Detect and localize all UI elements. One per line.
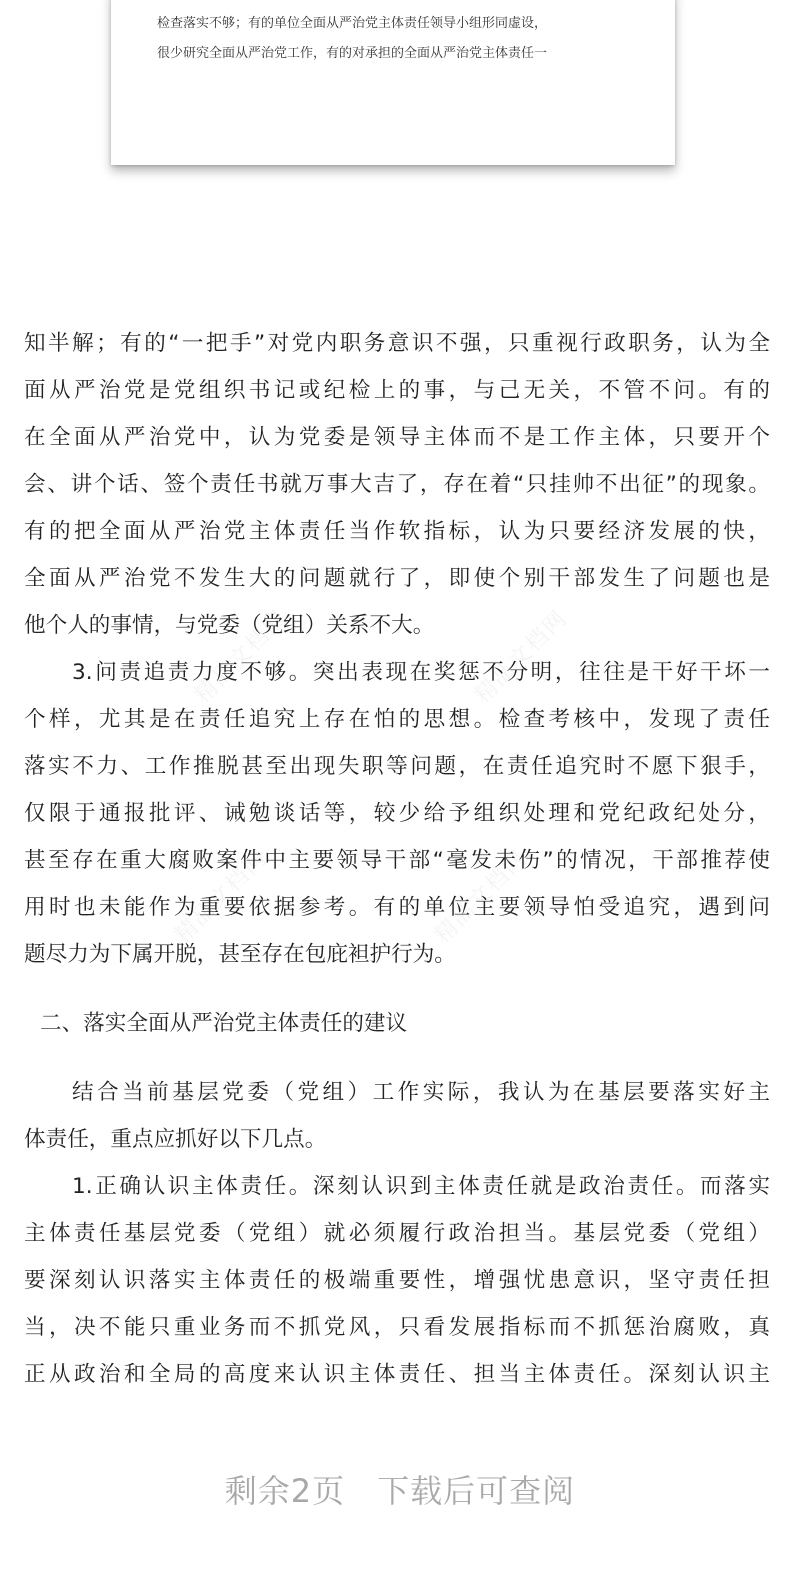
- text-line: 他个人的事情，与党委（党组）关系不大。: [24, 613, 435, 638]
- text-line: 用时也未能作为重要依据参考。有的单位主要领导怕受追究，遇到问: [24, 895, 770, 920]
- preview-line: 很少研究全面从严治党工作，有的对承担的全面从严治党主体责任一: [157, 46, 548, 61]
- paragraph: [24, 320, 770, 649]
- watermark: 精品文档网: [170, 845, 273, 949]
- text-line: 体责任，重点应抓好以下几点。: [24, 1127, 327, 1152]
- paragraph: [24, 1163, 770, 1398]
- paragraph: [24, 649, 770, 978]
- text-line: 仅限于通报批评、诫勉谈话等，较少给予组织处理和党纪政纪处分，: [24, 801, 770, 826]
- text-line: 结合当前基层党委（党组）工作实际，我认为在基层要落实好主: [72, 1080, 770, 1105]
- paragraph: [24, 1069, 770, 1163]
- text-line: 会、讲个话、签个责任书就万事大吉了，存在着“只挂帅不出征”的现象。: [24, 472, 770, 497]
- text-line: 题尽力为下属开脱，甚至存在包庇袒护行为。: [24, 942, 456, 967]
- document-body: [24, 320, 770, 1398]
- watermark: 精品文档网: [190, 605, 293, 709]
- text-line: 有的把全面从严治党主体责任当作软指标，认为只要经济发展的快，: [24, 519, 770, 544]
- download-prompt[interactable]: [0, 1466, 800, 1512]
- text-line: 当，决不能只重业务而不抓党风，只看发展指标而不抓惩治腐败，真: [24, 1315, 770, 1340]
- text-line: 个样，尤其是在责任追究上存在怕的思想。检查考核中，发现了责任: [24, 707, 770, 732]
- text-line: 主体责任基层党委（党组）就必须履行政治担当。基层党委（党组）: [24, 1221, 770, 1246]
- remaining-pages-label: 剩余2页: [224, 1472, 346, 1510]
- document-preview-card: [111, 0, 675, 165]
- text-line: 3.问责追责力度不够。突出表现在奖惩不分明，往往是干好干坏一: [72, 660, 770, 685]
- download-to-view-label: 下载后可查阅: [377, 1472, 576, 1510]
- text-line: 1.正确认识主体责任。深刻认识到主体责任就是政治责任。而落实: [72, 1174, 770, 1199]
- text-line: 甚至存在重大腐败案件中主要领导干部“毫发未伤”的情况，干部推荐使: [24, 848, 770, 873]
- text-line: 落实不力、工作推脱甚至出现失职等问题，在责任追究时不愿下狠手，: [24, 754, 770, 779]
- text-line: 面从严治党是党组织书记或纪检上的事，与己无关，不管不问。有的: [24, 378, 770, 403]
- text-line: 知半解；有的“一把手”对党内职务意识不强，只重视行政职务，认为全: [24, 331, 770, 356]
- text-line: 正从政治和全局的高度来认识主体责任、担当主体责任。深刻认识主: [24, 1362, 770, 1387]
- watermark: 精品文档网: [430, 845, 533, 949]
- text-line: 全面从严治党不发生大的问题就行了，即使个别干部发生了问题也是: [24, 566, 770, 591]
- section-heading: 二、落实全面从严治党主体责任的建议: [40, 1011, 408, 1036]
- preview-line: 检查落实不够；有的单位全面从严治党主体责任领导小组形同虚设，: [157, 16, 548, 31]
- watermark: 精品文档网: [470, 605, 573, 709]
- text-line: 要深刻认识落实主体责任的极端重要性，增强忧患意识，坚守责任担: [24, 1268, 770, 1293]
- text-line: 在全面从严治党中，认为党委是领导主体而不是工作主体，只要开个: [24, 425, 770, 450]
